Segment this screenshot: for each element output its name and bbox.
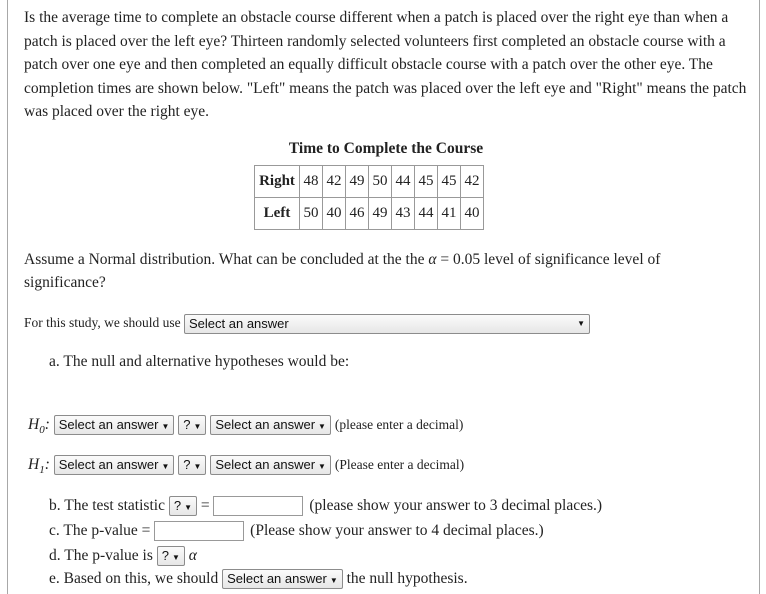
table-cell: 50 xyxy=(369,166,392,198)
conclusion-select[interactable]: Select an answer ▼ xyxy=(222,569,343,589)
table-cell: 49 xyxy=(346,166,369,198)
table-cell: 42 xyxy=(323,166,346,198)
table-cell: 40 xyxy=(323,198,346,230)
part-a-text: a. The null and alternative hypotheses would be: xyxy=(49,353,350,370)
h0-hint: (please enter a decimal) xyxy=(334,417,464,432)
part-c-label: c. The p-value = xyxy=(49,522,151,539)
question-intro: Is the average time to complete an obstacle course different when a patch is placed over the right eye than when a patch is placed over the left eye? Thirteen randomly selected volunteers first completed an obstacle course with a patch over one eye and then completed an equally difficult obstacle course with a patch over the other eye. The completion times are shown below. "Left" means the patch was placed over the left eye and "Right" means the patch was placed over the right eye. xyxy=(24,9,747,120)
study-row xyxy=(24,311,590,334)
table-cell: 45 xyxy=(415,166,438,198)
p-value-input[interactable] xyxy=(154,521,244,541)
chevron-down-icon: ▼ xyxy=(193,462,202,472)
assume-text: Assume a Normal distribution. What can be concluded at the the α = 0.05 level of significance level of xyxy=(24,251,661,268)
chevron-down-icon: ▼ xyxy=(184,503,192,513)
chevron-down-icon: ▼ xyxy=(318,422,326,432)
chevron-down-icon: ▼ xyxy=(577,318,586,328)
table-cell: 45 xyxy=(438,166,461,198)
h1-label: $H_1$: xyxy=(28,456,50,477)
table-row xyxy=(255,198,484,230)
assume-text-cont: significance? xyxy=(24,274,106,291)
h1-hint: (Please enter a decimal) xyxy=(334,457,465,472)
row-label-right: Right xyxy=(255,166,300,198)
table-cell: 50 xyxy=(300,198,323,230)
part-c-row xyxy=(49,519,544,542)
table-cell: 48 xyxy=(300,166,323,198)
table-cell: 46 xyxy=(346,198,369,230)
h0-row xyxy=(28,413,463,442)
table-cell: 43 xyxy=(392,198,415,230)
study-label: For this study, we should use xyxy=(24,315,181,330)
table-row xyxy=(255,166,484,198)
h0-parameter-select[interactable]: Select an answer ▼ xyxy=(54,415,175,435)
chevron-down-icon: ▼ xyxy=(193,422,202,432)
alpha-symbol: α xyxy=(428,251,437,268)
chevron-down-icon: ▼ xyxy=(318,462,326,472)
part-e-row xyxy=(49,567,468,590)
data-table xyxy=(254,165,484,230)
table-cell: 44 xyxy=(392,166,415,198)
h0-value-select[interactable]: Select an answer ▼ xyxy=(210,415,331,435)
h0-operator-select[interactable]: ? ▼ xyxy=(178,415,206,435)
study-type-select[interactable]: Select an answer ▼ xyxy=(184,314,590,334)
part-e-suffix: the null hypothesis. xyxy=(346,570,468,587)
table-cell: 41 xyxy=(438,198,461,230)
table-cell: 44 xyxy=(415,198,438,230)
part-d-row xyxy=(49,544,197,567)
part-b-row: b. The test statistic ? ▼ = (please show your answer to 3 decimal places.) xyxy=(49,494,602,517)
h1-operator-select[interactable]: ? ▼ xyxy=(178,455,206,475)
part-b-label: b. The test statistic xyxy=(49,497,165,514)
h1-row xyxy=(28,453,464,482)
chevron-down-icon: ▼ xyxy=(161,462,170,472)
table-cell: 40 xyxy=(461,198,484,230)
part-b-hint: (please show your answer to 3 decimal places.) xyxy=(309,497,603,514)
table-title: Time to Complete the Course xyxy=(288,140,484,157)
h0-label: $H_0$: xyxy=(28,416,50,437)
h1-parameter-select[interactable]: Select an answer ▼ xyxy=(54,455,175,475)
part-e-label: e. Based on this, we should xyxy=(49,570,219,587)
part-d-label: d. The p-value is xyxy=(49,547,153,564)
h1-value-select[interactable]: Select an answer ▼ xyxy=(210,455,331,475)
row-label-left: Left xyxy=(255,198,300,230)
part-c-hint: (Please show your answer to 4 decimal places.) xyxy=(250,522,544,539)
test-statistic-input[interactable] xyxy=(213,496,303,516)
chevron-down-icon: ▼ xyxy=(172,553,180,563)
alpha-symbol: α xyxy=(188,547,197,564)
table-cell: 49 xyxy=(369,198,392,230)
test-statistic-select[interactable]: ? ▼ xyxy=(169,496,197,516)
chevron-down-icon: ▼ xyxy=(161,422,170,432)
table-cell: 42 xyxy=(461,166,484,198)
chevron-down-icon: ▼ xyxy=(329,576,338,586)
p-value-compare-select[interactable]: ? ▼ xyxy=(157,546,185,566)
